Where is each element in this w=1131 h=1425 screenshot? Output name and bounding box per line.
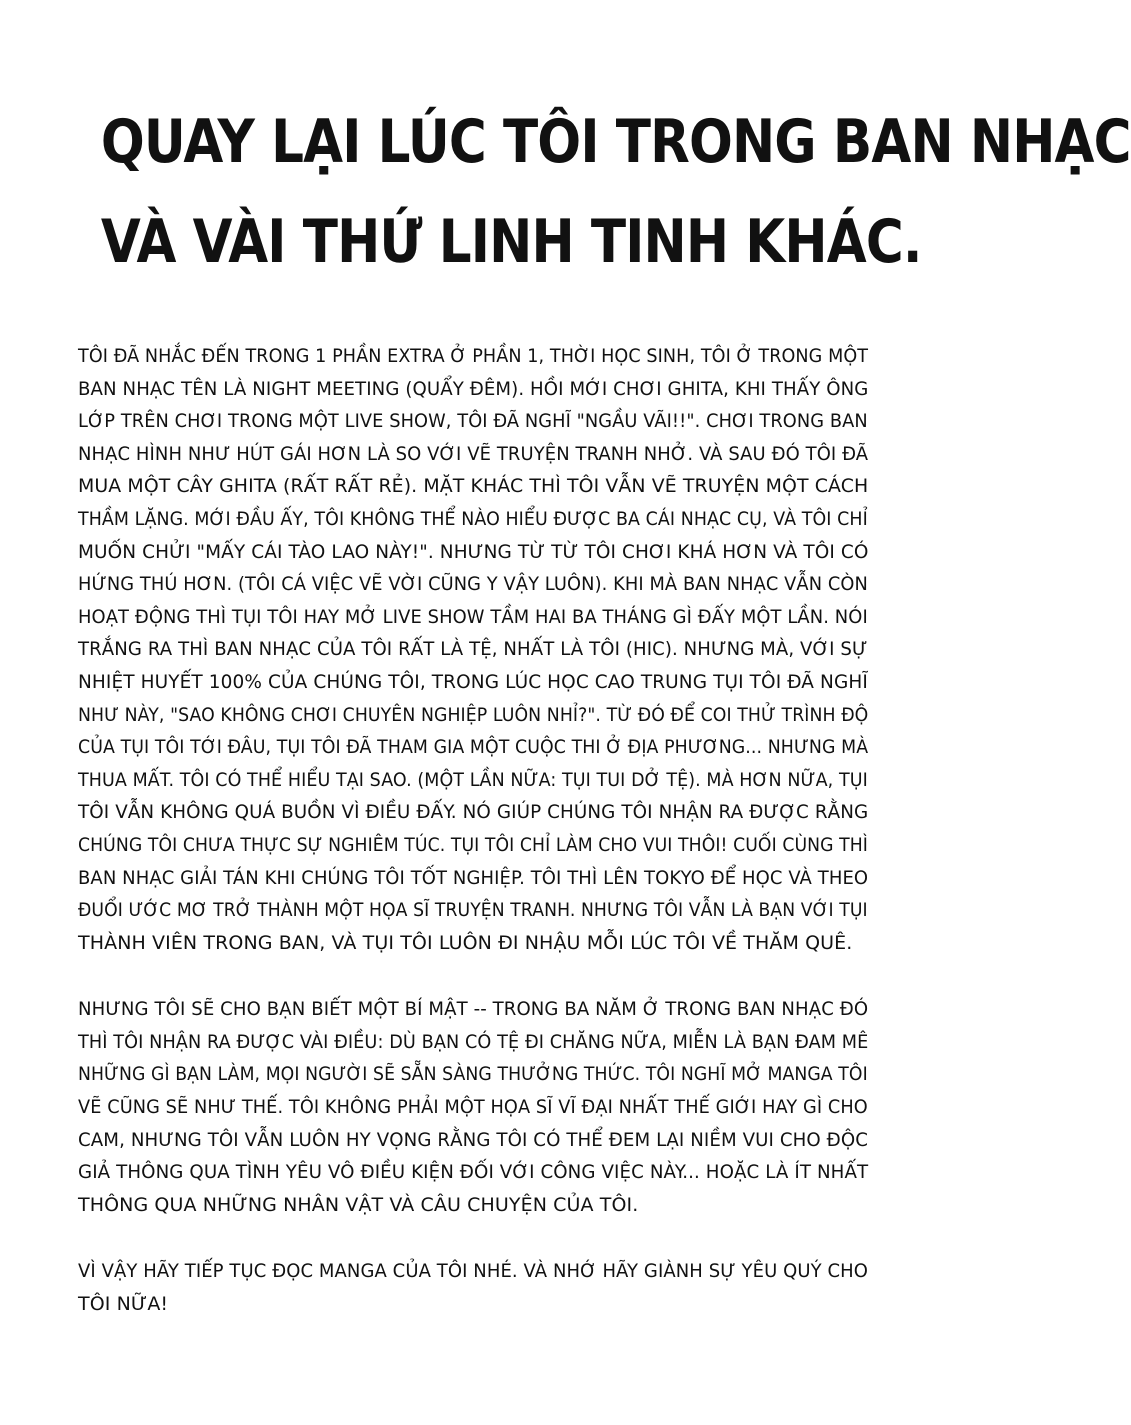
text-line: TÔI NỮA! xyxy=(78,1293,169,1316)
text-line: HỨNG THÚ HƠN. (TÔI CÁ VIỆC VẼ VỜI CŨNG Y VẬY LUÔN). KHI MÀ BAN NHẠC VẪN CÒN xyxy=(78,573,868,596)
text-line: THÌ TÔI NHẬN RA ĐƯỢC VÀI ĐIỀU: DÙ BẠN CÓ TỆ ĐI CHĂNG NỮA, MIỄN LÀ BẠN ĐAM MÊ xyxy=(78,1030,869,1053)
text-line: THÔNG QUA NHỮNG NHÂN VẬT VÀ CÂU CHUYỆN CỦA TÔI. xyxy=(78,1193,639,1216)
author-note xyxy=(78,340,868,1321)
text-line: LỚP TRÊN CHƠI TRONG MỘT LIVE SHOW, TÔI ĐÃ NGHĨ "NGẦU VÃI!!". CHƠI TRONG BAN xyxy=(78,410,868,433)
page-title xyxy=(100,92,1131,292)
text-line: BAN NHẠC TÊN LÀ NIGHT MEETING (QUẨY ĐÊM). HỒI MỚI CHƠI GHITA, KHI THẤY ÔNG xyxy=(78,377,869,400)
text-line: BAN NHẠC GIẢI TÁN KHI CHÚNG TÔI TỐT NGHIỆP. TÔI THÌ LÊN TOKYO ĐỂ HỌC VÀ THEO xyxy=(78,866,869,889)
text-line: VÌ VẬY HÃY TIẾP TỤC ĐỌC MANGA CỦA TÔI NHÉ. VÀ NHỚ HÃY GIÀNH SỰ YÊU QUÝ CHO xyxy=(78,1260,869,1283)
text-line: HOẠT ĐỘNG THÌ TỤI TÔI HAY MỞ LIVE SHOW TẦM HAI BA THÁNG GÌ ĐẤY MỘT LẦN. NÓI xyxy=(78,605,868,628)
paragraph-secret xyxy=(78,993,868,1221)
paragraph-closing xyxy=(78,1255,868,1320)
text-line: NHỮNG GÌ BẠN LÀM, MỌI NGƯỜI SẼ SẴN SÀNG THƯỞNG THỨC. TÔI NGHĨ MỞ MANGA TÔI xyxy=(78,1063,868,1086)
text-line: TÔI ĐÃ NHẮC ĐẾN TRONG 1 PHẦN EXTRA Ở PHẦN 1, THỜI HỌC SINH, TÔI Ở TRONG MỘT xyxy=(78,345,869,367)
paragraph-spacer xyxy=(78,1221,868,1255)
text-line: THUA MẤT. TÔI CÓ THỂ HIỂU TẠI SAO. (MỘT LẦN NỮA: TỤI TUI DỞ TỆ). MÀ HƠN NỮA, TỤI xyxy=(78,768,868,791)
text-line: THÀNH VIÊN TRONG BAN, VÀ TỤI TÔI LUÔN ĐI NHẬU MỖI LÚC TÔI VỀ THĂM QUÊ. xyxy=(78,931,853,954)
text-line: MUA MỘT CÂY GHITA (RẤT RẤT RẺ). MẶT KHÁC THÌ TÔI VẪN VẼ TRUYỆN MỘT CÁCH xyxy=(78,475,869,498)
text-line: TÔI VẪN KHÔNG QUÁ BUỒN VÌ ĐIỀU ĐẤY. NÓ GIÚP CHÚNG TÔI NHẬN RA ĐƯỢC RẰNG xyxy=(78,801,869,824)
text-line: NHƯNG TÔI SẼ CHO BẠN BIẾT MỘT BÍ MẬT -- TRONG BA NĂM Ở TRONG BAN NHẠC ĐÓ xyxy=(78,998,869,1021)
text-line: TRẮNG RA THÌ BAN NHẠC CỦA TÔI RẤT LÀ TỆ, NHẤT LÀ TÔI (HIC). NHƯNG MÀ, VỚI SỰ xyxy=(78,638,868,661)
text-line: CỦA TỤI TÔI TỚI ĐÂU, TỤI TÔI ĐÃ THAM GIA MỘT CUỘC THI Ở ĐỊA PHƯƠNG... NHƯNG MÀ xyxy=(78,736,869,759)
paragraph-spacer xyxy=(78,959,868,993)
text-line: CHÚNG TÔI CHƯA THỰC SỰ NGHIÊM TÚC. TỤI TÔI CHỈ LÀM CHO VUI THÔI! CUỐI CÙNG THÌ xyxy=(78,833,868,856)
text-line: NHƯ NÀY, "SAO KHÔNG CHƠI CHUYÊN NGHIỆP LUÔN NHỈ?". TỪ ĐÓ ĐỂ COI THỬ TRÌNH ĐỘ xyxy=(78,703,869,726)
text-line: ĐUỔI ƯỚC MƠ TRỞ THÀNH MỘT HỌA SĨ TRUYỆN TRANH. NHƯNG TÔI VẪN LÀ BẠN VỚI TỤI xyxy=(78,899,868,922)
text-line: NHIỆT HUYẾT 100% CỦA CHÚNG TÔI, TRONG LÚC HỌC CAO TRUNG TỤI TÔI ĐÃ NGHĨ xyxy=(78,670,868,693)
title-line: QUAY LẠI LÚC TÔI TRONG BAN NHẠC xyxy=(100,107,1131,177)
text-line: MUỐN CHỬI "MẤY CÁI TÀO LAO NÀY!". NHƯNG TỪ TỪ TÔI CHƠI KHÁ HƠN VÀ TÔI CÓ xyxy=(78,540,869,563)
text-line: VẼ CŨNG SẼ NHƯ THẾ. TÔI KHÔNG PHẢI MỘT HỌA SĨ VĨ ĐẠI NHẤT THẾ GIỚI HAY GÌ CHO xyxy=(78,1096,868,1119)
title-line: VÀ VÀI THỨ LINH TINH KHÁC. xyxy=(100,207,922,277)
text-line: GIẢ THÔNG QUA TÌNH YÊU VÔ ĐIỀU KIỆN ĐỐI VỚI CÔNG VIỆC NÀY... HOẶC LÀ ÍT NHẤT xyxy=(78,1161,869,1184)
paragraph-band-story xyxy=(78,340,868,959)
text-line: CAM, NHƯNG TÔI VẪN LUÔN HY VỌNG RẰNG TÔI CÓ THỂ ĐEM LẠI NIỀM VUI CHO ĐỘC xyxy=(78,1128,869,1151)
text-line: NHẠC HÌNH NHƯ HÚT GÁI HƠN LÀ SO VỚI VẼ TRUYỆN TRANH NHỞ. VÀ SAU ĐÓ TÔI ĐÃ xyxy=(78,442,869,465)
text-line: THẦM LẶNG. MỚI ĐẦU ẤY, TÔI KHÔNG THỂ NÀO HIỂU ĐƯỢC BA CÁI NHẠC CỤ, VÀ TÔI CHỈ xyxy=(78,507,868,530)
